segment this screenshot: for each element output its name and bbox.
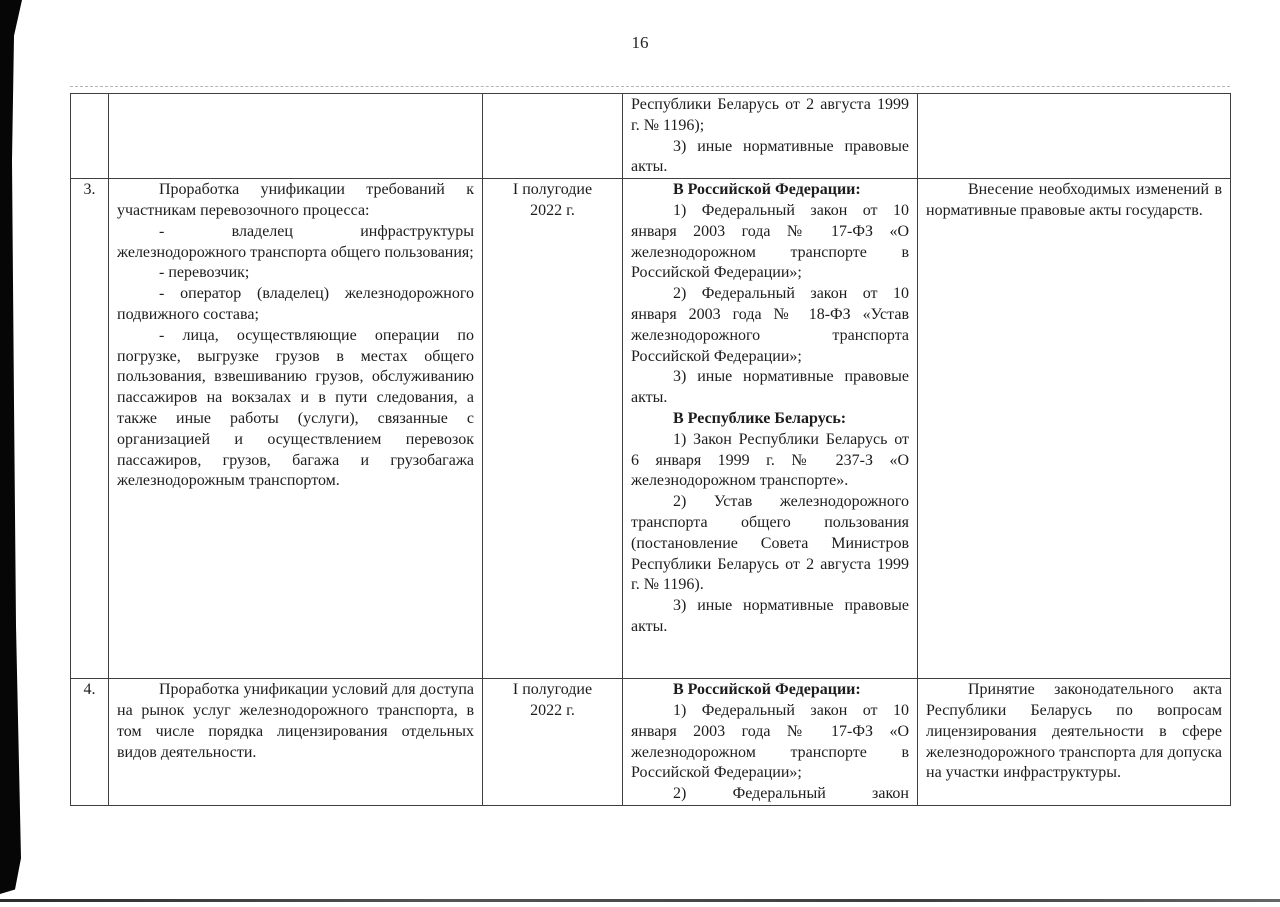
paragraph: 1) Закон Республики Беларусь от 6 января 1999 г. № 237-З «О железнодорожном транспорте». — [631, 430, 909, 490]
paragraph: 3) иные нормативные правовые акты. — [631, 597, 909, 635]
cell-result — [918, 179, 1231, 679]
paragraph: 1) Федеральный закон от 10 января 2003 года № 17-ФЗ «О железнодорожном транспорте в Российской Федерации»; — [631, 701, 909, 782]
paragraph: Принятие законодательного акта Республики Беларусь по вопросам лицензирования деятельности в сфере железнодорожного транспорта для допуска на участки инфраструктуры. — [926, 681, 1222, 782]
paragraph: Проработка унификации условий для доступа на рынок услуг железнодорожного транспорта, в том числе порядка лицензирования отдельных видов деятельности. — [117, 681, 474, 761]
paragraph: 3) иные нормативные правовые акты. — [631, 368, 909, 407]
cell-term — [483, 179, 623, 679]
term-line: I полугодие — [512, 681, 593, 699]
cell-task — [109, 179, 483, 679]
table-row-3 — [71, 179, 1231, 679]
cell-number: 4. — [71, 679, 109, 806]
term-line: I полугодие — [512, 181, 593, 199]
paragraph: - оператор (владелец) железнодорожного подвижного состава; — [117, 285, 474, 323]
paragraph: 3) иные нормативные правовые акты. — [631, 137, 909, 176]
paragraph: - перевозчик; — [159, 264, 250, 282]
paragraph: Республики Беларусь от 2 августа 1999 г. № 1196); — [631, 96, 909, 134]
cell-legal-acts — [623, 679, 918, 806]
paragraph: - лица, осуществляющие операции по погрузке, выгрузке грузов в местах общего пользования, взвешиванию грузов, обслуживанию пассажиров на вокзалах и в пути следования, а также иные работы (услуги), связанные с организацией и осуществлением перевозок пассажиров, грузов, багажа и грузобагажа железнодорожным транспортом. — [117, 326, 474, 490]
table-row-4 — [71, 679, 1231, 806]
paragraph-heading: В Российской Федерации: — [673, 681, 861, 699]
paragraph: 2) Федеральный закон — [673, 785, 909, 803]
cell-number: 3. — [71, 179, 109, 679]
paragraph: 2) Федеральный закон от 10 января 2003 года № 18-ФЗ «Устав железнодорожного транспорта Российской Федерации»; — [631, 285, 909, 365]
paragraph: 1) Федеральный закон от 10 января 2003 года № 17-ФЗ «О железнодорожном транспорте в Российской Федерации»; — [631, 201, 909, 282]
cell-number — [71, 94, 109, 179]
cell-legal-acts — [623, 94, 918, 179]
paragraph-heading: В Республике Беларусь: — [673, 409, 847, 427]
paragraph: Внесение необходимых изменений в нормативные правовые акты государств. — [926, 181, 1222, 219]
term-line: 2022 г. — [530, 701, 575, 719]
paragraph-heading: В Российской Федерации: — [673, 181, 861, 199]
table-row-continuation — [71, 94, 1231, 179]
paragraph: - владелец инфраструктуры железнодорожного транспорта общего пользования; — [117, 222, 474, 261]
cell-task — [109, 94, 483, 179]
unification-plan-table — [70, 93, 1231, 806]
paragraph: 2) Устав железнодорожного транспорта общего пользования (постановление Совета Министров Республики Беларусь от 2 августа 1999 г. № 1196). — [631, 493, 909, 594]
term-line: 2022 г. — [530, 201, 575, 219]
cell-result — [918, 679, 1231, 806]
cell-term — [483, 679, 623, 806]
left-scan-artifact — [0, 0, 26, 894]
paragraph: Проработка унификации требований к участникам перевозочного процесса: — [117, 181, 474, 219]
bottom-scan-artifact — [0, 899, 1280, 902]
cell-legal-acts — [623, 179, 918, 679]
cell-result — [918, 94, 1231, 179]
cell-term — [483, 94, 623, 179]
cut-row-border-artifact — [70, 86, 1230, 87]
cell-task — [109, 679, 483, 806]
page-number: 16 — [631, 33, 649, 52]
